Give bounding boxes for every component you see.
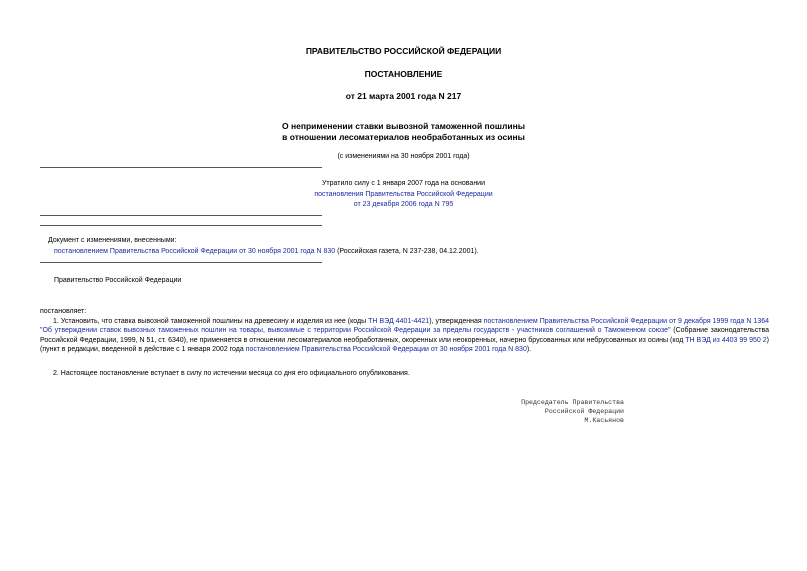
signature-line-2: Российской Федерации xyxy=(544,408,624,415)
changes-entry xyxy=(54,247,479,256)
title-line-2: в отношении лесоматериалов необработанных из осины xyxy=(282,132,525,142)
signature-line-1: Председатель Правительства xyxy=(521,399,624,406)
item-1-link-resolution-830[interactable]: постановлением Правительства Российской Федерации от 30 ноября 2001 года N 830 xyxy=(245,346,527,354)
authority-heading: ПРАВИТЕЛЬСТВО РОССИЙСКОЙ ФЕДЕРАЦИИ xyxy=(305,46,502,56)
changes-source: (Российская газета, N 237-238, 04.12.2001). xyxy=(335,248,479,255)
changes-link[interactable]: постановлением Правительства Российской Федерации от 30 ноября 2001 года N 830 xyxy=(54,248,336,255)
amendment-note: (с изменениями на 30 ноября 2001 года) xyxy=(337,153,470,160)
item-1-text-5: ). xyxy=(526,346,532,354)
signature-line-3: М.Касьянов xyxy=(584,417,624,424)
changes-intro: Документ с изменениями, внесенными: xyxy=(48,237,177,244)
title-line-1: О неприменении ставки вывозной таможенной пошлины xyxy=(282,121,525,131)
expired-line: Утратило силу с 1 января 2007 года на основании xyxy=(321,180,486,187)
date-number-heading: от 21 марта 2001 года N 217 xyxy=(345,91,462,101)
item-1-paragraph xyxy=(40,317,769,355)
divider xyxy=(40,225,322,226)
issuer: Правительство Российской Федерации xyxy=(54,277,182,284)
item-2-paragraph: 2. Настоящее постановление вступает в силу по истечении месяца со дня его официального опубликования. xyxy=(53,370,410,377)
item-1-text-1: 1. Установить, что ставка вывозной таможенной пошлины на древесину и изделия из нее (коды xyxy=(53,318,369,325)
divider xyxy=(40,215,322,216)
divider xyxy=(40,167,322,168)
item-1-text-2: ), утвержденная xyxy=(429,318,484,325)
divider xyxy=(40,262,322,263)
item-1-link-tnved[interactable]: ТН ВЭД 4401-4421 xyxy=(368,318,430,325)
resolves-text: постановляет: xyxy=(40,308,87,315)
expired-link-line-1[interactable]: постановления Правительства Российской Федерации xyxy=(314,191,493,198)
doc-type-heading: ПОСТАНОВЛЕНИЕ xyxy=(364,69,443,79)
expired-link-line-2[interactable]: от 23 декабря 2006 года N 795 xyxy=(353,201,454,208)
item-1-text-4: ) (пункт в редакции, введенной в действие с 1 января 2002 года xyxy=(40,336,769,354)
item-1-text-3: (Собрание законодательства Российской Федерации, 1999, N 51, ст. 6340), не применяется в отношении лесоматериалов необработанных, окоренных или неокоренных, начерно брусованных или небрусованных из осины (код xyxy=(40,327,769,344)
item-1-link-tnved-code[interactable]: ТН ВЭД из 4403 99 950 2 xyxy=(685,336,767,344)
item-1-link-resolution-1364[interactable]: постановлением Правительства Российской Федерации от 9 декабря 1999 года N 1364 "Об утверждении ставок вывозных таможенных пошлин на товары, вывозимые с территории Российской Федерации за пределы государств - участников соглашений о Таможенном союзе" xyxy=(40,318,770,335)
